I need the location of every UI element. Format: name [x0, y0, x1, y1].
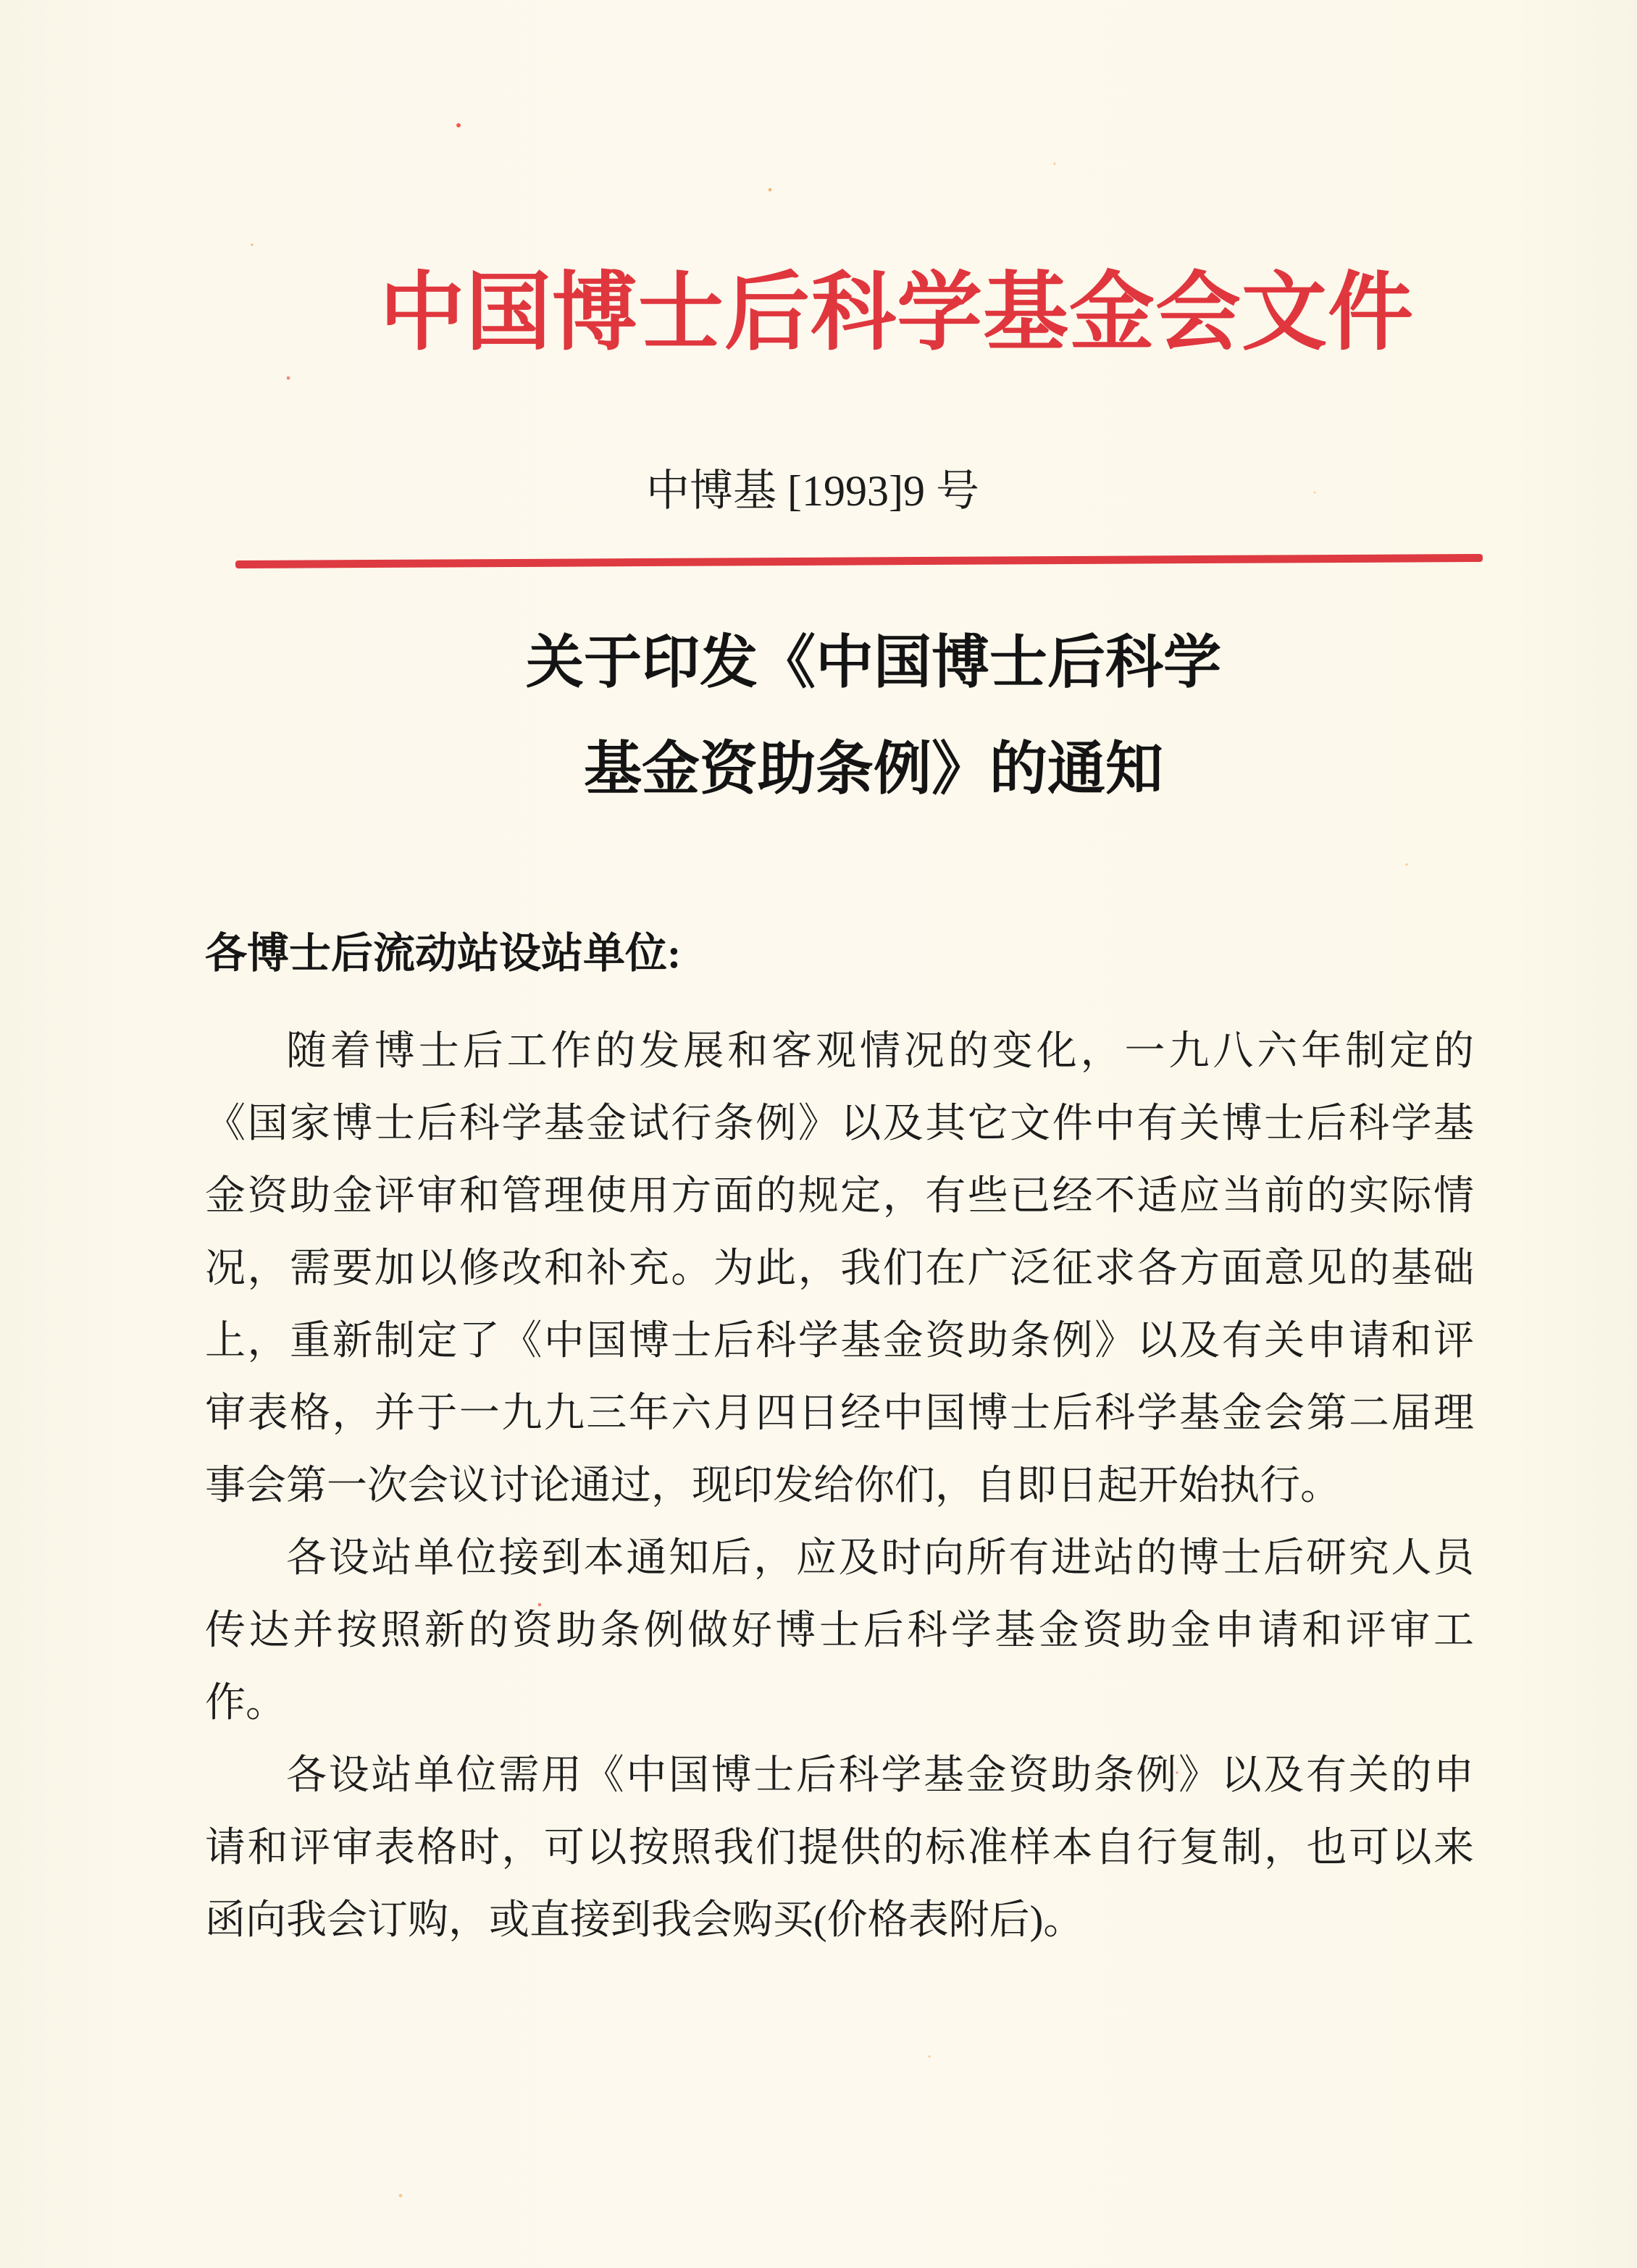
body-line: 况，需要加以修改和补充。为此，我们在广泛征求各方面意见的基础	[205, 1246, 1474, 1291]
body-line: 事会第一次会议讨论通过，现印发给你们，自即日起开始执行。	[205, 1463, 1341, 1508]
document-title-line-1: 关于印发《中国博士后科学	[526, 631, 1221, 695]
body-line: 《国家博士后科学基金试行条例》以及其它文件中有关博士后科学基	[205, 1101, 1474, 1146]
body-line: 审表格，并于一九九三年六月四日经中国博士后科学基金会第二届理	[205, 1391, 1474, 1436]
body-line: 上，重新制定了《中国博士后科学基金资助条例》以及有关申请和评	[205, 1319, 1474, 1364]
document-number: 中博基 [1993]9 号	[646, 467, 979, 515]
body-line: 金资助金评审和管理使用方面的规定，有些已经不适应当前的实际情	[205, 1174, 1474, 1219]
body-line: 作。	[205, 1681, 286, 1726]
body-line: 随着博士后工作的发展和客观情况的变化，一九八六年制定的	[286, 1029, 1474, 1074]
salutation-line: 各博士后流动站设站单位:	[205, 930, 682, 977]
body-line: 传达并按照新的资助条例做好博士后科学基金资助金申请和评审工	[205, 1608, 1474, 1653]
document-title-line-2: 基金资助条例》的通知	[584, 738, 1163, 802]
body-line: 函向我会订购，或直接到我会购买(价格表附后)。	[205, 1898, 1084, 1943]
red-header-banner-title: 中国博士后科学基金会文件	[379, 266, 1415, 361]
body-line: 各设站单位接到本通知后，应及时向所有进站的博士后研究人员	[286, 1536, 1474, 1581]
body-text-block	[205, 1015, 1474, 1957]
body-line: 各设站单位需用《中国博士后科学基金资助条例》以及有关的申	[286, 1753, 1474, 1798]
red-divider-rule	[235, 554, 1483, 568]
body-line: 请和评审表格时，可以按照我们提供的标准样本自行复制，也可以来	[205, 1826, 1474, 1870]
